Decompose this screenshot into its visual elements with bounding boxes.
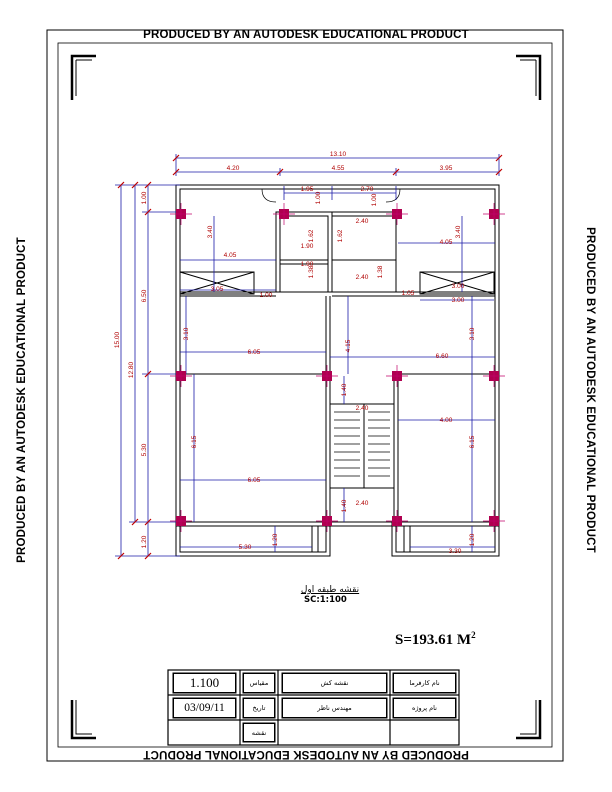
plan-title [270,585,390,605]
dim-138-a: 1.38 [308,265,315,279]
dim-top-3: 3.95 [439,165,453,172]
watermark-bottom: PRODUCED BY AN AUTODESK EDUCATIONAL PRODUCT [143,748,469,760]
dim-605-b: 6.05 [247,477,261,484]
owner-label: نام کارفرما [393,673,456,693]
column-crosshairs [170,203,505,532]
dim-330: 3.30 [448,548,462,555]
dim-400: 4.00 [439,417,453,424]
plan-scale: SC:1:100 [304,595,347,605]
dim-overall-width: 13.10 [329,151,347,158]
dim-605-a: 6.05 [247,349,261,356]
dim-left-650: 6.50 [141,289,148,303]
date-value: 03/09/11 [173,698,236,718]
floor-area-value: S=193.61 M [395,632,472,648]
supervisor-label: مهندس ناظر [282,698,387,718]
dim-405-right: 4.05 [439,239,453,246]
plan-title-name: نقشه طبقه اول [300,585,360,595]
watermark-top: PRODUCED BY AN AUTODESK EDUCATIONAL PRODUCT [143,29,469,41]
dim-415: 4.15 [345,339,352,353]
dim-120-bal-left: 1.20 [272,533,279,547]
dim-240-d: 2.40 [355,500,369,507]
project-label: نام پروژه [393,698,456,718]
dim-left-530: 5.30 [141,443,148,457]
dim-1280: 12.80 [128,361,135,379]
scale-label: مقیاس [243,673,275,693]
dim-100-col: 1.00 [315,191,322,205]
dim-615-right: 6.15 [469,435,476,449]
dim-190-b: 1.90 [300,261,314,268]
dim-left-120: 1.20 [141,535,148,549]
dimension-labels-vertical [114,191,476,548]
dim-615-left: 6.15 [191,435,198,449]
dim-240-a: 2.40 [355,218,369,225]
dim-405-left: 4.05 [223,252,237,259]
scale-value: 1.100 [173,673,236,693]
floor-area-unit: 2 [471,630,476,640]
dim-120-bal-right: 1.20 [469,533,476,547]
dim-340-left: 3.40 [207,225,214,239]
drawer-label: نقشه کش [282,673,387,693]
floor-area [395,630,476,649]
dim-162-b: 1.62 [337,229,344,243]
sheet-label: نقشه [243,723,275,742]
dim-190-a: 1.90 [300,243,314,250]
dim-300-b: 3.00 [451,297,465,304]
dim-140-a: 1.40 [341,383,348,397]
dim-300-a: 3.00 [451,283,465,290]
dim-100-b: 1.00 [371,193,378,207]
dim-310-right: 3.10 [469,327,476,341]
dim-240-b: 2.40 [355,274,369,281]
sheet-border [47,30,563,761]
door-swings [262,189,400,205]
dim-162-a: 1.62 [308,229,315,243]
dim-270: 2.70 [360,186,374,193]
dim-top-1: 4.20 [226,165,240,172]
dim-100: 1.00 [259,292,273,299]
dim-660: 6.60 [435,353,449,360]
watermark-right: PRODUCED BY AN AUTODESK EDUCATIONAL PRODUCT [584,227,596,553]
dim-530: 5.30 [238,544,252,551]
dim-overall-height: 15.00 [114,331,121,349]
stair-treads [334,412,390,476]
dim-140-b: 1.40 [341,499,348,513]
date-label: تاریخ [243,698,275,718]
dim-top-2: 4.55 [331,165,345,172]
dim-105: 1.05 [401,290,415,297]
dim-195: 1.95 [300,186,314,193]
dim-310-left: 3.10 [183,327,190,341]
dim-305: 3.05 [210,286,224,293]
dim-138-b: 1.38 [377,265,384,279]
watermark-left: PRODUCED BY AN AUTODESK EDUCATIONAL PRODUCT [16,237,28,563]
dim-left-100: 1.00 [141,191,148,205]
inner-frame [58,43,552,747]
dim-240-c: 2.40 [355,405,369,412]
dim-340-right: 3.40 [455,225,462,239]
